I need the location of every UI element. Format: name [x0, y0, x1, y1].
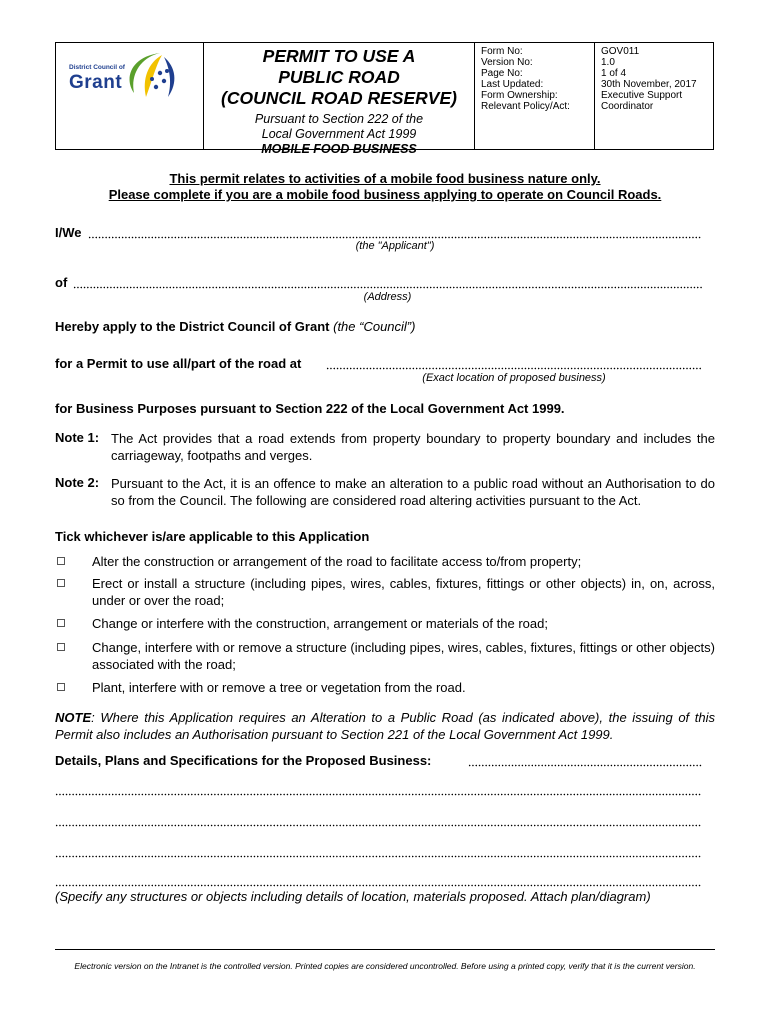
tick-item-label: Erect or install a structure (including pipes, wires, cables, fixtures, fittings or other objects) in, on, across, under or over the road;: [92, 576, 715, 608]
logo-small-text: District Council of: [69, 64, 125, 71]
meta-labels: [475, 43, 595, 149]
tick-checkbox[interactable]: [57, 683, 65, 691]
meta-label: Last Updated:: [481, 79, 544, 90]
meta-label: Form Ownership:: [481, 90, 558, 101]
details-line[interactable]: [55, 793, 702, 796]
meta-label: Form No:: [481, 46, 523, 57]
tick-heading: Tick whichever is/are applicable to this Application: [55, 529, 370, 544]
note-text: : Where this Application requires an Alteration to a Public Road (as indicated above), the issuing of this Permit also includes an Authorisation pursuant to Section 221 of the Local Government Act 1999.: [55, 710, 715, 742]
meta-label: Version No:: [481, 57, 533, 68]
applicant-caption: (the "Applicant"): [355, 240, 435, 252]
meta-values: [595, 43, 713, 149]
header-table: [55, 42, 714, 156]
business-purposes: for Business Purposes pursuant to Section 222 of the Local Government Act 1999.: [55, 401, 565, 416]
title-line: PERMIT TO USE A: [262, 46, 416, 66]
location-caption: (Exact location of proposed business): [422, 372, 606, 384]
note-1-label: Note 1:: [55, 430, 100, 445]
meta-value: 30th November, 2017: [601, 79, 697, 90]
footer-divider: [55, 949, 715, 950]
pursuant-text: [204, 112, 474, 142]
note-2-label: Note 2:: [55, 475, 100, 490]
tick-item-label: Change or interfere with the construction, arrangement or materials of the road;: [92, 616, 548, 631]
tick-checkbox[interactable]: [57, 619, 65, 627]
tick-item-label: Alter the construction or arrangement of the road to facilitate access to/from property;: [92, 554, 582, 569]
pursuant-line: Pursuant to Section 222 of the: [254, 112, 424, 126]
address-caption: (Address): [363, 291, 412, 303]
title-line: (COUNCIL ROAD RESERVE): [221, 88, 457, 108]
tick-item-label: Plant, interfere with or remove a tree or vegetation from the road.: [92, 680, 466, 695]
note-label: NOTE: [55, 710, 92, 725]
meta-value: 1.0: [601, 57, 615, 68]
location-field[interactable]: [326, 367, 702, 370]
form-title-block: [204, 43, 475, 156]
details-line[interactable]: [55, 855, 702, 858]
meta-value: GOV011: [601, 46, 640, 57]
details-label: Details, Plans and Specifications for the Proposed Business:: [55, 753, 432, 768]
note-2-text: Pursuant to the Act, it is an offence to make an alteration to a public road without an Authorisation to do so from the Council. The following are considered road altering activities pursuant to the Act.: [111, 476, 715, 508]
tick-checkbox[interactable]: [57, 579, 65, 587]
meta-value: Executive Support Coordinator: [601, 90, 683, 112]
title-line: PUBLIC ROAD: [278, 67, 400, 87]
pursuant-line: Local Government Act 1999: [261, 127, 417, 141]
form-subtitle: MOBILE FOOD BUSINESS: [261, 142, 417, 156]
details-line[interactable]: [55, 824, 702, 827]
footer-note: Electronic version on the Intranet is the controlled version. Printed copies are considered uncontrolled. Before using a printed copy, verify that it is the current version.: [74, 961, 696, 971]
tick-checkbox[interactable]: [57, 643, 65, 651]
note-alteration: [55, 709, 715, 743]
council-logo: [56, 43, 204, 149]
tick-checkbox[interactable]: [57, 557, 65, 565]
address-field[interactable]: [73, 286, 702, 289]
intro-line-2: Please complete if you are a mobile food business applying to operate on Council Roads.: [108, 187, 662, 202]
apply-statement: [55, 319, 415, 334]
grant-logo-icon: [56, 43, 203, 149]
intro-line-1: This permit relates to activities of a mobile food business nature only.: [169, 171, 601, 186]
meta-label: Relevant Policy/Act:: [481, 101, 570, 112]
tick-item-label: Change, interfere with or remove a structure (including pipes, wires, cables, fixtures, fittings or other objects) associated with the road;: [92, 640, 715, 672]
meta-value: 1 of 4: [601, 68, 627, 79]
form-meta: [475, 43, 713, 149]
details-line[interactable]: [55, 884, 702, 887]
meta-label: Page No:: [481, 68, 523, 79]
iwe-label: I/We: [55, 225, 82, 240]
note-1-text: The Act provides that a road extends from property boundary to property boundary and includes the carriageway, footpaths and verges.: [111, 431, 715, 463]
permit-location-label: for a Permit to use all/part of the road at: [55, 356, 302, 371]
form-title: [204, 46, 474, 109]
of-label: of: [55, 275, 68, 290]
applicant-name-field[interactable]: [88, 236, 702, 239]
apply-text: Hereby apply to the District Council of Grant: [55, 319, 330, 334]
logo-big-text: Grant: [69, 72, 123, 93]
details-field[interactable]: [468, 764, 702, 767]
details-caption: (Specify any structures or objects including details of location, materials proposed. Attach plan/diagram): [55, 889, 651, 904]
council-caption: (the “Council”): [333, 319, 416, 334]
